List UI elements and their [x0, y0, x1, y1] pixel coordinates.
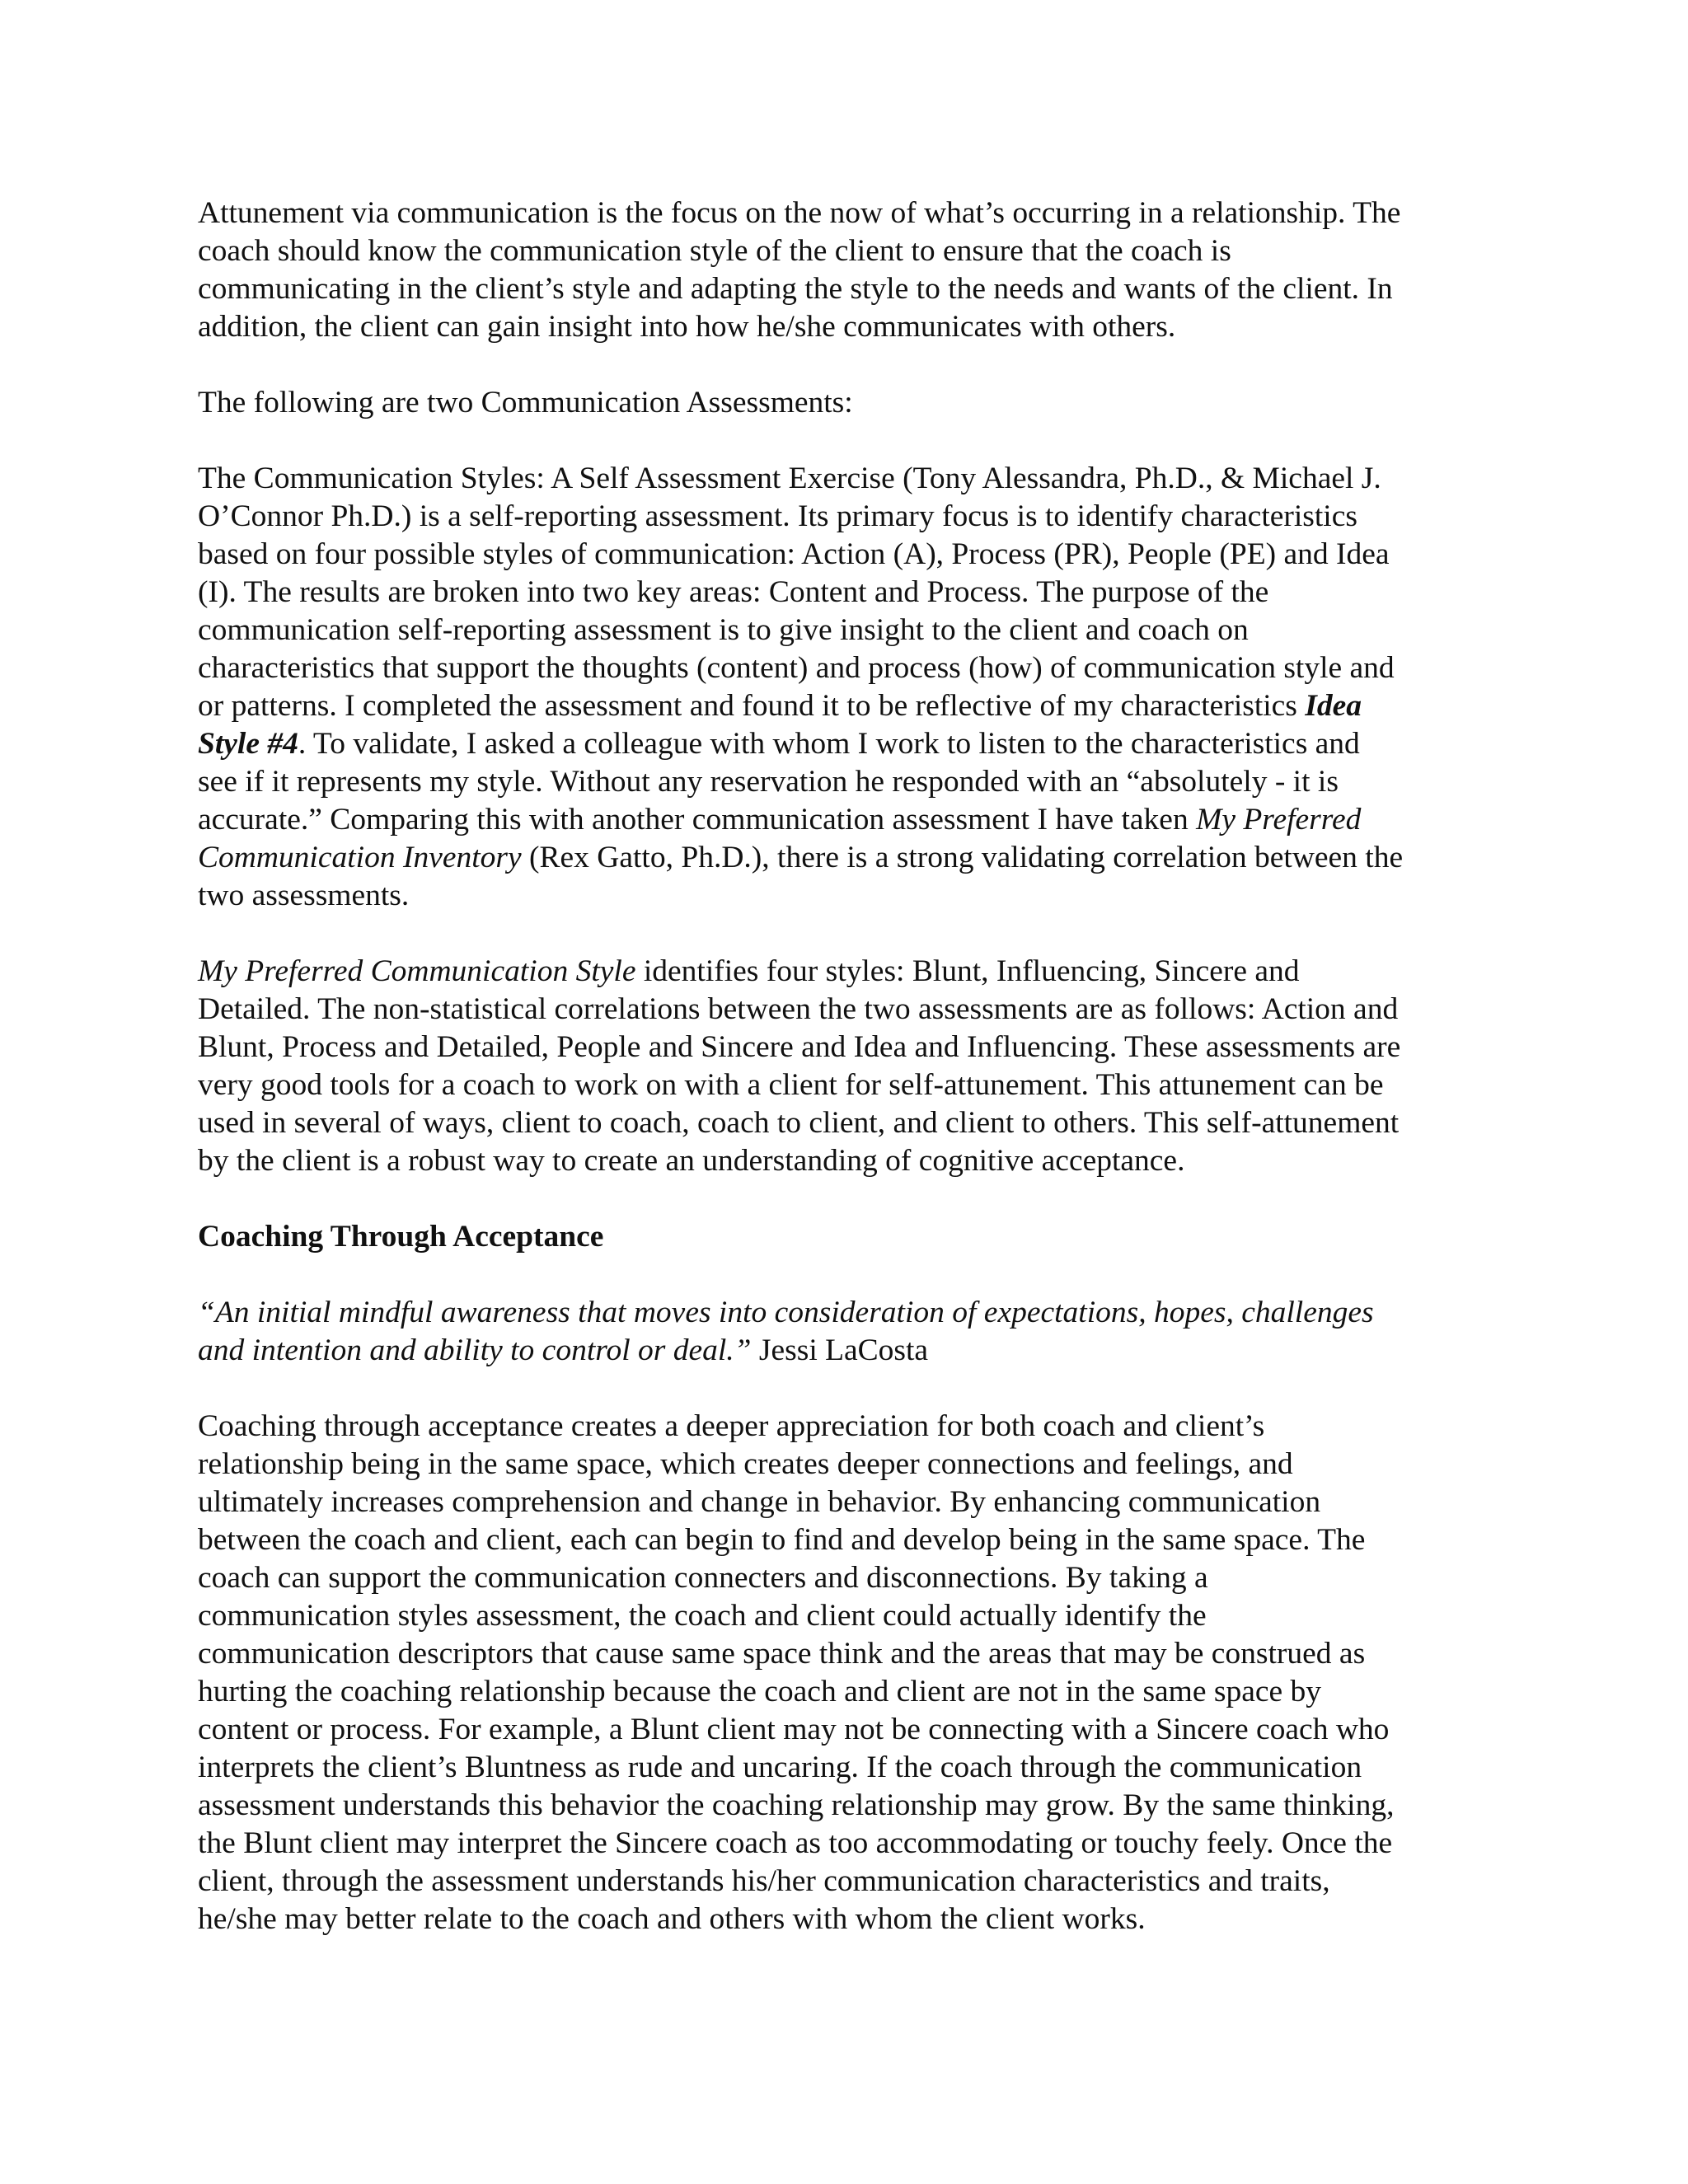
text-line: communication styles assessment, the coach and client could actually identify the — [198, 1599, 1207, 1633]
text-line: ultimately increases comprehension and change in behavior. By enhancing communication — [198, 1485, 1321, 1519]
quote-text: and intention and ability to control or deal.” — [198, 1333, 752, 1367]
text-line: Attunement via communication is the focus on the now of what’s occurring in a relationship. The — [198, 196, 1401, 230]
paragraph-attunement — [198, 194, 1492, 346]
title-italic: Communication Inventory — [198, 841, 522, 874]
text-segment: accurate.” Comparing this with another communication assessment I have taken — [198, 803, 1197, 837]
text-line: content or process. For example, a Blunt client may not be connecting with a Sincere coach who — [198, 1713, 1390, 1746]
document-page — [198, 194, 1492, 1976]
text-line: hurting the coaching relationship because the coach and client are not in the same space by — [198, 1675, 1322, 1708]
text-segment: . To validate, I asked a colleague with whom I work to listen to the characteristics and — [298, 727, 1360, 761]
quote-text: “An initial mindful awareness that moves into consideration of expectations, hopes, challenges — [198, 1296, 1374, 1329]
quote-line — [198, 1332, 1492, 1370]
text-line: between the coach and client, each can begin to find and develop being in the same space. The — [198, 1523, 1366, 1557]
text-line: the Blunt client may interpret the Sincere coach as too accommodating or touchy feely. Once the — [198, 1826, 1393, 1860]
text-line: client, through the assessment understands his/her communication characteristics and traits, — [198, 1864, 1330, 1898]
emphasis-idea-style: Idea — [1305, 689, 1362, 723]
text-line: (I). The results are broken into two key areas: Content and Process. The purpose of the — [198, 575, 1269, 609]
text-line: Blunt, Process and Detailed, People and Sincere and Idea and Influencing. These assessments are — [198, 1030, 1401, 1064]
heading-text: Coaching Through Acceptance — [198, 1220, 604, 1254]
block-quote — [198, 1294, 1492, 1370]
paragraph-communication-styles — [198, 460, 1492, 915]
text-line — [198, 953, 1492, 991]
text-line: communicating in the client’s style and adapting the style to the needs and wants of the client. In — [198, 272, 1393, 306]
emphasis-idea-style: Style #4 — [198, 727, 298, 761]
text-line: interprets the client’s Bluntness as rude and uncaring. If the coach through the communication — [198, 1750, 1362, 1784]
text-line — [198, 725, 1492, 763]
text-line: relationship being in the same space, which creates deeper connections and feelings, and — [198, 1447, 1293, 1481]
text-line — [198, 687, 1492, 725]
text-line: two assessments. — [198, 879, 410, 912]
text-line: addition, the client can gain insight into how he/she communicates with others. — [198, 310, 1176, 344]
text-line: he/she may better relate to the coach and others with whom the client works. — [198, 1902, 1146, 1936]
text-line: O’Connor Ph.D.) is a self-reporting assessment. Its primary focus is to identify characteristics — [198, 499, 1357, 533]
text-line: by the client is a robust way to create an understanding of cognitive acceptance. — [198, 1144, 1185, 1178]
quote-author: Jessi LaCosta — [751, 1333, 929, 1367]
text-line: used in several of ways, client to coach, coach to client, and client to others. This self-attunement — [198, 1106, 1400, 1140]
title-italic: My Preferred — [1196, 803, 1362, 837]
text-line: The Communication Styles: A Self Assessment Exercise (Tony Alessandra, Ph.D., & Michael J. — [198, 462, 1381, 495]
text-line: Detailed. The non-statistical correlations between the two assessments are as follows: Action and — [198, 992, 1399, 1026]
text-line — [198, 801, 1492, 839]
text-line: coach can support the communication connecters and disconnections. By taking a — [198, 1561, 1208, 1595]
text-segment: or patterns. I completed the assessment and found it to be reflective of my characteristics — [198, 689, 1306, 723]
text-line: characteristics that support the thoughts (content) and process (how) of communication style and — [198, 651, 1395, 685]
text-line: assessment understands this behavior the coaching relationship may grow. By the same thinking, — [198, 1788, 1395, 1822]
text-line: based on four possible styles of communication: Action (A), Process (PR), People (PE) and Idea — [198, 537, 1390, 571]
text-line — [198, 839, 1492, 877]
text-line: Coaching through acceptance creates a deeper appreciation for both coach and client’s — [198, 1409, 1265, 1443]
text-line: very good tools for a coach to work on with a client for self-attunement. This attunement can be — [198, 1068, 1384, 1102]
text-segment: identifies four styles: Blunt, Influencing, Sincere and — [635, 954, 1300, 988]
title-italic: My Preferred Communication Style — [198, 954, 636, 988]
text-line: communication descriptors that cause same space think and the areas that may be construed as — [198, 1637, 1366, 1671]
text-line: communication self-reporting assessment is to give insight to the client and coach on — [198, 613, 1249, 647]
text-line: see if it represents my style. Without any reservation he responded with an “absolutely - it is — [198, 765, 1339, 799]
text-line: The following are two Communication Assessments: — [198, 386, 853, 419]
paragraph-assessments-intro — [198, 384, 1492, 422]
text-line: coach should know the communication style of the client to ensure that the coach is — [198, 234, 1231, 268]
paragraph-preferred-style — [198, 953, 1492, 1180]
section-heading — [198, 1218, 1492, 1256]
paragraph-coaching-acceptance — [198, 1408, 1492, 1938]
text-segment: (Rex Gatto, Ph.D.), there is a strong validating correlation between the — [521, 841, 1404, 874]
quote-line — [198, 1294, 1492, 1332]
